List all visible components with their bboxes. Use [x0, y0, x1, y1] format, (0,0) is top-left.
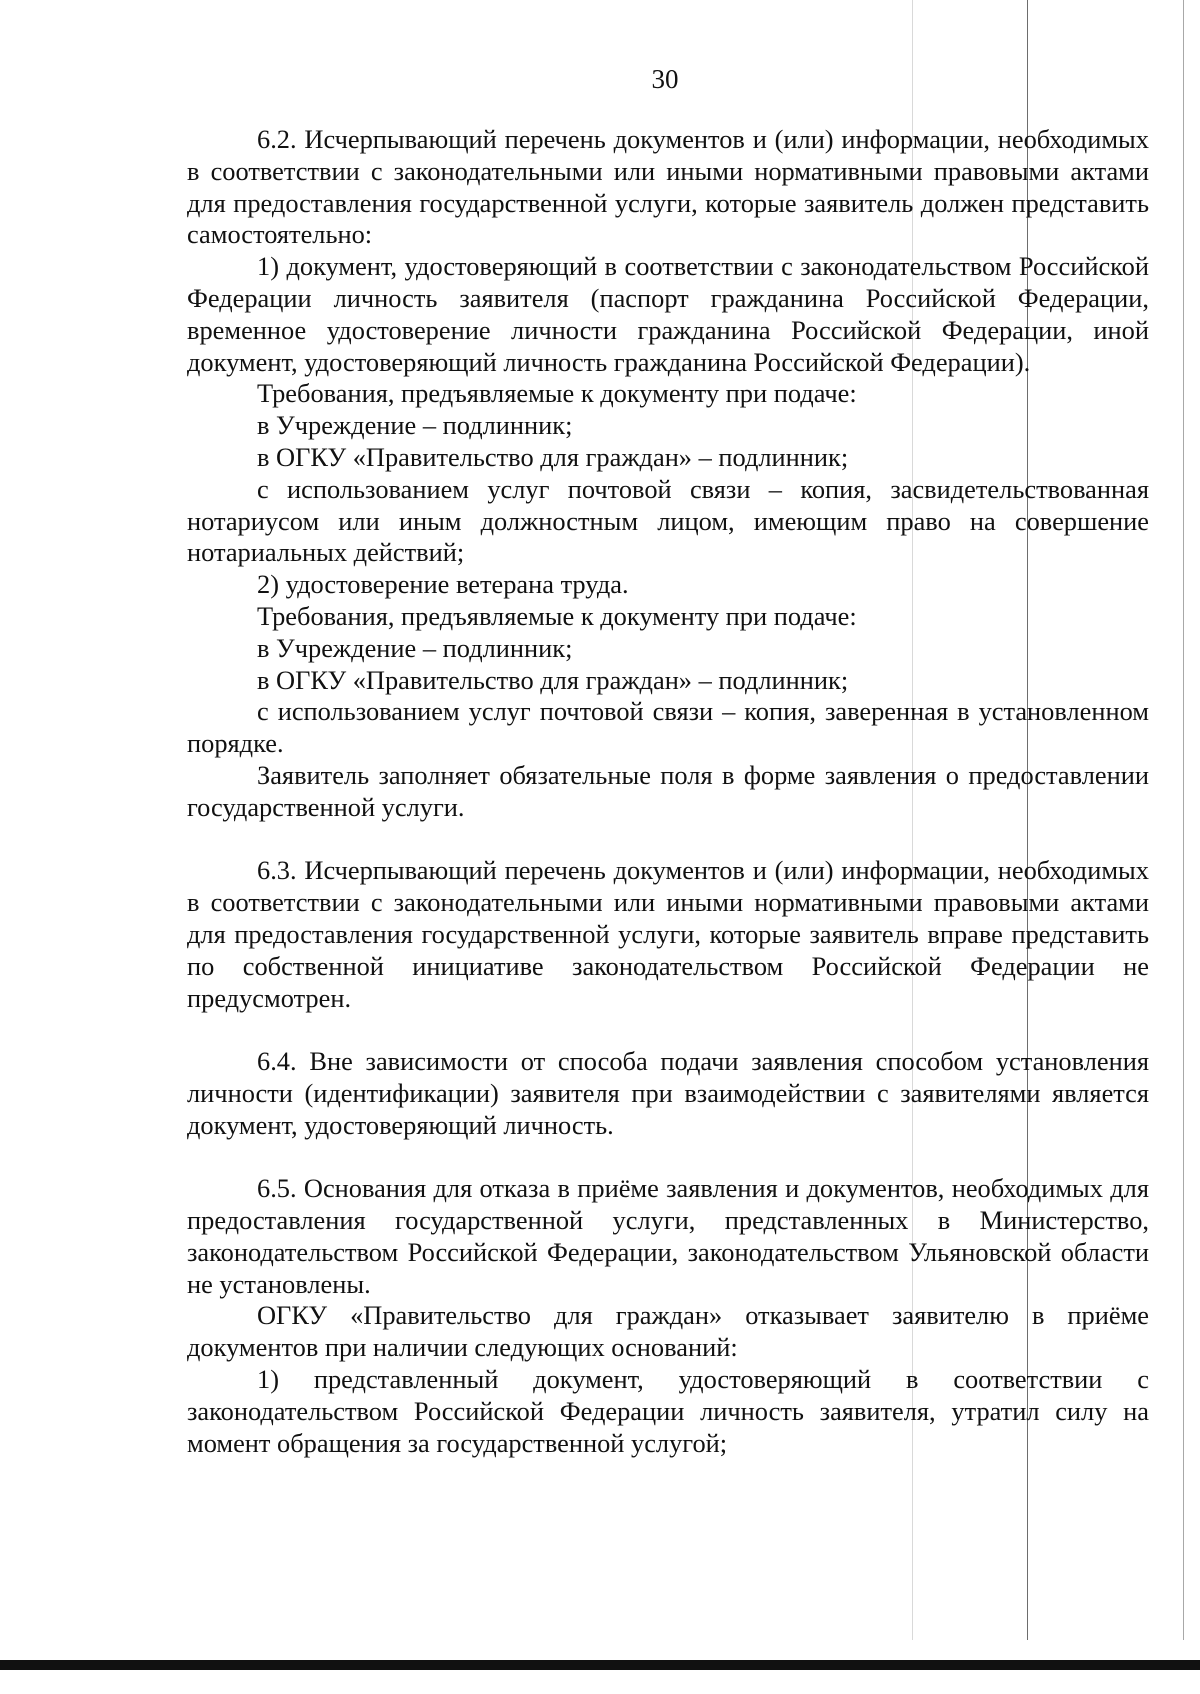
document-body	[187, 124, 1149, 1459]
paragraph: в ОГКУ «Правительство для граждан» – подлинник;	[257, 664, 849, 695]
scan-artifact-line	[1183, 0, 1184, 1640]
paragraph: 2) удостоверение ветерана труда.	[257, 569, 629, 600]
section-6-3: 6.3. Исчерпывающий перечень документов и (или) информации, необходимых в соответствии с законодательными или иными нормативными правовыми актами для предоставления государственной услуги, которые заявитель вправе представить по собственной инициативе законодательством Российской Федерации не предусмотрен.	[187, 855, 1149, 1013]
paragraph: с использованием услуг почтовой связи – копия, заверенная в установленном порядке.	[187, 696, 1149, 759]
paragraph: Заявитель заполняет обязательные поля в форме заявления о предоставлении государственной услуги.	[187, 759, 1149, 822]
paragraph: в Учреждение – подлинник;	[257, 410, 573, 441]
paragraph: в ОГКУ «Правительство для граждан» – подлинник;	[257, 441, 849, 472]
paragraph: в Учреждение – подлинник;	[257, 632, 573, 663]
paragraph: Требования, предъявляемые к документу при подаче:	[257, 600, 857, 631]
paragraph: ОГКУ «Правительство для граждан» отказывает заявителю в приёме документов при наличии следующих оснований:	[187, 1300, 1149, 1363]
page-number: 30	[651, 64, 679, 94]
paragraph: 1) документ, удостоверяющий в соответствии с законодательством Российской Федерации личность заявителя (паспорт гражданина Российской Федерации, временное удостоверение личности гражданина Российской Федерации, иной документ, удостоверяющий личность гражданина Российской Федерации).	[187, 251, 1149, 377]
paragraph: Требования, предъявляемые к документу при подаче:	[257, 378, 857, 409]
paragraph: 1) представленный документ, удостоверяющий в соответствии с законодательством Российской Федерации личность заявителя, утратил силу на момент обращения за государственной услугой;	[187, 1364, 1149, 1458]
section-6-4: 6.4. Вне зависимости от способа подачи заявления способом установления личности (идентификации) заявителя при взаимодействии с заявителями является документ, удостоверяющий личность.	[187, 1046, 1149, 1140]
section-6-5: 6.5. Основания для отказа в приёме заявления и документов, необходимых для предоставления государственной услуги, представленных в Министерство, законодательством Российской Федерации, законодательством Ульяновской области не установлены.	[187, 1173, 1149, 1299]
paragraph: с использованием услуг почтовой связи – копия, засвидетельствованная нотариусом или иным должностным лицом, имеющим право на совершение нотариальных действий;	[187, 473, 1149, 568]
section-6-2: 6.2. Исчерпывающий перечень документов и (или) информации, необходимых в соответствии с законодательными или иными нормативными правовыми актами для предоставления государственной услуги, которые заявитель должен представить самостоятельно:	[187, 124, 1149, 250]
page-bottom-border	[0, 1660, 1200, 1670]
